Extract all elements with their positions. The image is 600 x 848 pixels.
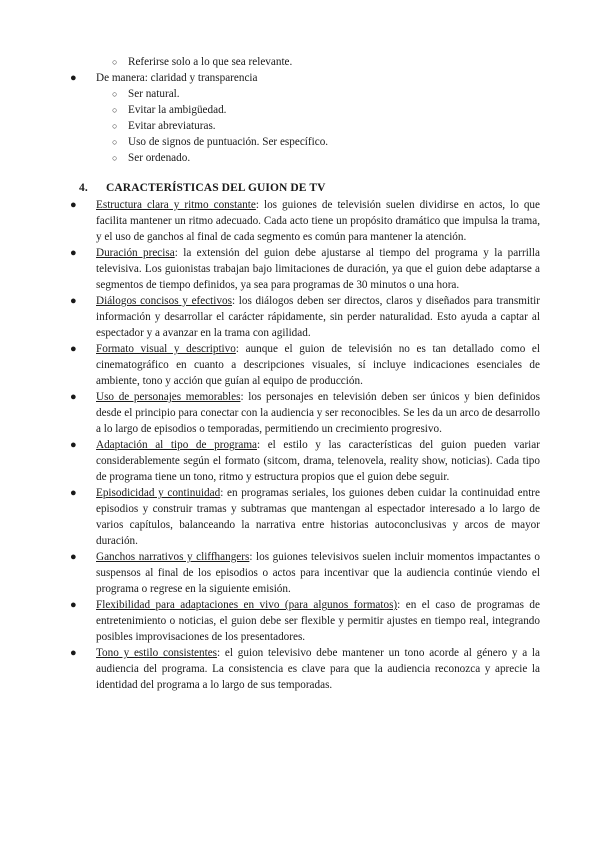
manner-label: De manera: claridad y transparencia (96, 72, 258, 84)
characteristic-item (70, 197, 540, 245)
characteristic-term: Ganchos narrativos y cliffhangers (96, 551, 250, 563)
sublist-item: ○ Ser ordenado. (112, 152, 191, 164)
bullet-icon: ● (70, 647, 77, 659)
hollow-circle-bullet-icon: ○ (112, 57, 118, 67)
characteristic-text: : la extensión del guion debe ajustarse al tiempo del programa y la parrilla televisiva. Los guionistas trabajan bajo limitaciones de duración, ya que el guion debe adaptarse a segmentos de tiempo definidos, ya sea para programas de 30 minutos o una hora. (96, 247, 540, 291)
manner-sublist (60, 86, 540, 166)
sublist-item: ○ Evitar abreviaturas. (112, 120, 216, 132)
top-sublist (60, 54, 540, 70)
section-heading (60, 180, 540, 197)
characteristic-term: Uso de personajes memorables (96, 391, 241, 403)
section-number: 4. (79, 182, 88, 194)
sublist-item: ○ Uso de signos de puntuación. Ser específico. (112, 136, 329, 148)
bullet-icon: ● (70, 295, 77, 307)
characteristic-item (70, 549, 540, 597)
hollow-circle-bullet-icon: ○ (112, 121, 118, 131)
bullet-icon: ● (70, 487, 77, 499)
manner-list (60, 70, 540, 86)
characteristic-term: Diálogos concisos y efectivos (96, 295, 232, 307)
characteristic-term: Duración precisa (96, 247, 175, 259)
hollow-circle-bullet-icon: ○ (112, 137, 118, 147)
bullet-icon: ● (70, 391, 77, 403)
characteristic-item (70, 245, 540, 293)
characteristic-term: Estructura clara y ritmo constante (96, 199, 256, 211)
bullet-icon: ● (70, 72, 77, 84)
characteristic-text: : aunque el guion de televisión no es tan detallado como el cinematográfico en cuanto a descripciones visuales, sí incluye indicaciones esenciales de ambiente, tono y acción que guían al equipo de producción. (96, 343, 540, 387)
characteristic-item (70, 437, 540, 485)
characteristic-item (70, 341, 540, 389)
characteristic-item (70, 645, 540, 693)
hollow-circle-bullet-icon: ○ (112, 89, 118, 99)
bullet-icon: ● (70, 343, 77, 355)
characteristic-term: Flexibilidad para adaptaciones en vivo (para algunos formatos) (96, 599, 398, 611)
hollow-circle-bullet-icon: ○ (112, 153, 118, 163)
characteristic-item (70, 293, 540, 341)
characteristic-item (70, 485, 540, 549)
characteristic-text: : en el caso de programas de entretenimiento o noticias, el guion debe ser flexible y permitir ajustes en tiempo real, integrando posibles improvisaciones de los presentadores. (96, 599, 540, 643)
characteristic-item (70, 389, 540, 437)
bullet-icon: ● (70, 599, 77, 611)
characteristic-text: : los guiones televisivos suelen incluir momentos impactantes o suspensos al final de los episodios o actos para incentivar que la audiencia continúe viendo el programa o regrese en la siguiente emisión. (96, 551, 540, 595)
characteristic-text: : en programas seriales, los guiones deben cuidar la continuidad entre episodios y construir tramas y subtramas que mantengan al espectador interesado a lo largo de varios capítulos, balanceando la narrativa entre historias autoconclusivas y arcos de mayor duración. (96, 487, 540, 547)
characteristic-term: Adaptación al tipo de programa (96, 439, 257, 451)
characteristic-item (70, 597, 540, 645)
characteristic-text: : el guion televisivo debe mantener un tono acorde al género y a la audiencia del programa. La consistencia es clave para que la audiencia reconozca y aprecie la identidad del programa a lo largo de sus temporadas. (96, 647, 540, 691)
characteristics-list (60, 197, 540, 693)
characteristic-term: Formato visual y descriptivo (96, 343, 236, 355)
manner-item (70, 70, 540, 86)
bullet-icon: ● (70, 247, 77, 259)
characteristic-text: : los diálogos deben ser directos, claros y diseñados para transmitir información y desarrollar el carácter rápidamente, sin perder naturalidad. Esto ayuda a captar al espectador y a avanzar en la trama con agilidad. (96, 295, 540, 339)
characteristic-text: : los guiones de televisión suelen dividirse en actos, lo que facilita mantener un ritmo adecuado. Cada acto tiene un propósito dramático que impulsa la trama, y el uso de ganchos al final de cada segmento es común para mantener la atención. (96, 199, 540, 243)
bullet-icon: ● (70, 439, 77, 451)
sublist-item: ○ Ser natural. (112, 88, 180, 100)
bullet-icon: ● (70, 199, 77, 211)
section-title: CARACTERÍSTICAS DEL GUION DE TV (106, 182, 326, 194)
bullet-icon: ● (70, 551, 77, 563)
hollow-circle-bullet-icon: ○ (112, 105, 118, 115)
characteristic-term: Tono y estilo consistentes (96, 647, 218, 659)
characteristic-text: : los personajes en televisión deben ser únicos y bien definidos desde el principio para conectar con la audiencia y ser reconocibles. Se les da un arco de desarrollo a lo largo de episodios o temporadas, permitiendo un crecimiento progresivo. (96, 391, 540, 435)
characteristic-text: : el estilo y las características del guion pueden variar considerablemente según el formato (sitcom, drama, telenovela, reality show, noticias). Cada tipo de programa tiene un tono, ritmo y estructura propios que el guion debe seguir. (96, 439, 540, 483)
characteristic-term: Episodicidad y continuidad (96, 487, 221, 499)
sublist-item: ○ Referirse solo a lo que sea relevante. (112, 56, 293, 68)
sublist-item: ○ Evitar la ambigüedad. (112, 104, 227, 116)
